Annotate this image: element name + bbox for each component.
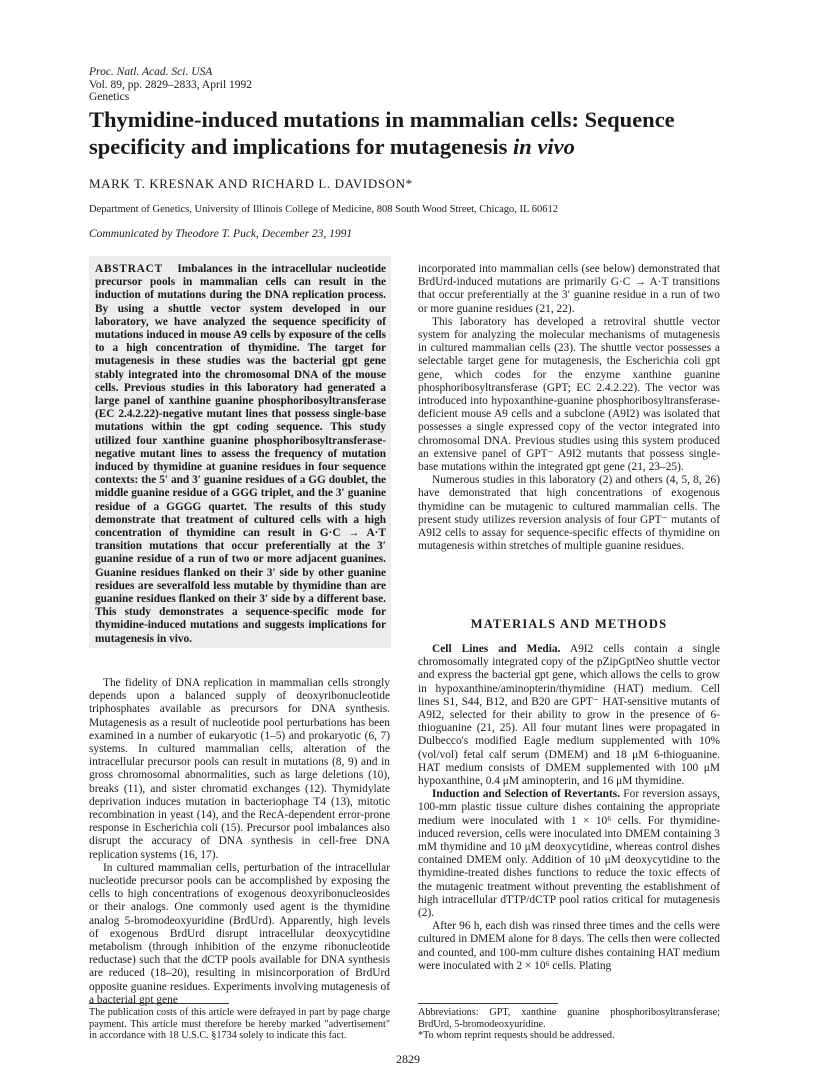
journal-header (89, 66, 252, 104)
article-title (89, 106, 769, 160)
section-heading-methods: MATERIALS AND METHODS (470, 617, 668, 631)
correspondence-text: *To whom reprint requests should be addressed. (418, 1030, 615, 1042)
runin-heading: Induction and Selection of Revertants. (432, 788, 621, 801)
footnote-rule-left (89, 1003, 229, 1004)
abbreviations-text: Abbreviations: GPT, xanthine guanine phosphoribosyltransferase; BrdUrd, 5-bromodeoxyuridine. (418, 1007, 720, 1030)
journal-section: Genetics (89, 91, 130, 103)
abstract-label: ABSTRACT (95, 263, 163, 275)
abstract-text: Imbalances in the intracellular nucleotide precursor pools in mammalian cells can result in the induction of mutations during the DNA replication process. By using a shuttle vector system developed in our laboratory, we have analyzed the sequence specificity of mutations induced in mouse A9 cells by exposure of the cells to a high concentration of thymidine. The target for mutagenesis in these studies was the bacterial gpt gene stably integrated into the chromosomal DNA of the mouse cells. Previous studies in this laboratory had generated a large panel of xanthine guanine phosphoribosyltransferase (EC 2.4.2.22)-negative mutant lines that possess single-base mutations within the gpt coding sequence. This study utilized four xanthine guanine phosphoribosyltransferase-negative mutant lines to assess the frequency of mutation induced by thymidine at guanine residues in four sequence contexts: the 5′ and 3′ guanine residues of a GG doublet, the middle guanine residue of a GGG triplet, and the 3′ guanine residue of a GGGG quartet. The results of this study demonstrate that treatment of cultured cells with a high concentration of thymidine can result in G·C → A·T transition mutations that occur preferentially at the 3′ guanine residue of a run of two or more adjacent guanines. Guanine residues flanked on their 3′ side by other guanine residues are severalfold less mutable by thymidine than are guanine residues flanked on their 3′ side by a different base. This study demonstrates a sequence-specific mode for thymidine-induced mutations and suggests implications for mutagenesis in vivo. (95, 263, 386, 645)
methods-paragraph (418, 643, 720, 788)
footnote-abbreviations (418, 1007, 720, 1042)
body-paragraph: incorporated into mammalian cells (see below) demonstrated that BrdUrd-induced mutations are primarily G·C → A·T transitions that occur preferentially at the 3′ guanine residue in a run of two or more guanine residues (21, 22). (418, 263, 720, 315)
page-number: 2829 (396, 1052, 420, 1066)
journal-volume: Vol. 89, pp. 2829–2833, April 1992 (89, 78, 253, 91)
footnote-rule-right (418, 1003, 558, 1004)
methods-text: A9I2 cells contain a single chromosomally integrated copy of the pZipGptNeo shuttle vector and express the bacterial gpt gene, which allows the cells to grow in hypoxanthine/aminopterin/thymidine (HAT) medium. Cell lines S1, S44, B12, and B20 are GPT⁻ HAT-sensitive mutants of A9I2, selected for their ability to grow in the presence of 6-thioguanine (21, 25). All four mutant lines were propagated in Dulbecco's modified Eagle medium supplemented with 10% (vol/vol) fetal calf serum (DMEM) and 18 μM 6-thioguanine. HAT medium consists of DMEM supplemented with 100 μM hypoxanthine, 0.4 μM aminopterin, and 16 μM thymidine. (418, 643, 720, 788)
methods-body (418, 643, 720, 973)
title-line-2-italic: in vivo (512, 134, 575, 159)
methods-text: For reversion assays, 100-mm plastic tissue culture dishes containing the appropriate medium were inoculated with 1 × 10⁶ cells. For thymidine-induced reversion, cells were inoculated into DMEM containing 3 mM thymidine and 10 μM deoxycytidine, whereas control dishes contained DMEM only. Addition of 10 μM deoxycytidine to the thymidine-treated dishes functions to reduce the toxic effects of the mutagenic treatment without preventing the establishment of high intracellular dTTP/dCTP pool ratios critical for mutagenesis (2). (418, 788, 720, 920)
body-paragraph: In cultured mammalian cells, perturbation of the intracellular nucleotide precursor pools can be accomplished by exposing the cells to high concentrations of exogenous deoxyribonucleosides or their analogs. One commonly used agent is the thymidine analog 5-bromodeoxyuridine (BrdUrd). Apparently, high levels of exogenous BrdUrd disrupt intracellular deoxycytidine metabolism (through inhibition of the enzyme ribonucleotide reductase) such that the dCTP pools available for DNA synthesis are reduced (18–20), resulting in misincorporation of BrdUrd opposite guanine residues. Experiments involving mutagenesis of a bacterial gpt gene (89, 861, 390, 1006)
affiliation: Department of Genetics, University of Illinois College of Medicine, 808 South Wood Street, Chicago, IL 60612 (89, 204, 558, 215)
title-line-1: Thymidine-induced mutations in mammalian cells: Sequence (89, 107, 675, 132)
methods-text: After 96 h, each dish was rinsed three times and the cells were cultured in DMEM alone for 8 days. The cells then were collected and counted, and 100-mm culture dishes containing HAT medium were inoculated with 2 × 10⁶ cells. Plating (418, 920, 720, 972)
body-paragraph: Numerous studies in this laboratory (2) and others (4, 5, 8, 26) have demonstrated that high concentrations of exogenous thymidine can be mutagenic to cultured mammalian cells. The present study utilizes reversion analysis of four GPT⁻ mutants of A9I2 cells to assay for sequence-specific effects of thymidine on mutagenesis within stretches of multiple guanine residues. (418, 474, 720, 553)
runin-heading: Cell Lines and Media. (432, 643, 561, 655)
body-paragraph: The fidelity of DNA replication in mammalian cells strongly depends upon a balanced supply of deoxyribonucleotide triphosphates available as precursors for DNA synthesis. Mutagenesis as a result of nucleotide pool perturbations has been examined in a number of eukaryotic (1–5) and prokaryotic (6, 7) systems. In cultured mammalian cells, alteration of the intracellular precursor pools can result in mutations (8, 9) and in gross chromosomal abnormalities, such as large deletions (10), breaks (11), and sister chromatid exchanges (12). Thymidylate deprivation induces mutation in bacteriophage T4 (13), mitotic recombination in yeast (14), and the RecA-dependent error-prone response in Escherichia coli (15). Precursor pool imbalances also disrupt the accuracy of DNA synthesis in cell-free DNA replication systems (16, 17). (89, 677, 390, 861)
left-column-body (89, 677, 390, 1007)
methods-paragraph (418, 920, 720, 973)
authors: MARK T. KRESNAK AND RICHARD L. DAVIDSON* (89, 176, 413, 191)
communicated-by: Communicated by Theodore T. Puck, December 23, 1991 (89, 228, 353, 240)
title-line-2: specificity and implications for mutagenesis (89, 134, 513, 159)
methods-paragraph (418, 788, 720, 920)
footnote-publication-costs: The publication costs of this article were defrayed in part by page charge payment. This article must therefore be hereby marked "advertisement" in accordance with 18 U.S.C. §1734 solely to indicate this fact. (89, 1007, 390, 1042)
journal-name: Proc. Natl. Acad. Sci. USA (89, 66, 213, 78)
body-paragraph: This laboratory has developed a retroviral shuttle vector system for analyzing the molecular mechanisms of mutagenesis in cultured mammalian cells (23). The shuttle vector possesses a selectable target gene for mutagenesis, the Escherichia coli gpt gene, which codes for the enzyme xanthine guanine phosphoribosyltransferase (GPT; EC 2.4.2.22). The vector was introduced into hypoxanthine-guanine phosphoribosyltransferase-deficient mouse A9 cells and a subclone (A9I2) was isolated that possesses a single expressed copy of the vector integrated into chromosomal DNA. Previous studies using this system produced an extensive panel of GPT⁻ A9I2 mutants that possess single-base mutations within the integrated gpt gene (21, 23–25). (418, 315, 720, 474)
abstract (95, 263, 386, 646)
right-column-intro (418, 263, 720, 553)
